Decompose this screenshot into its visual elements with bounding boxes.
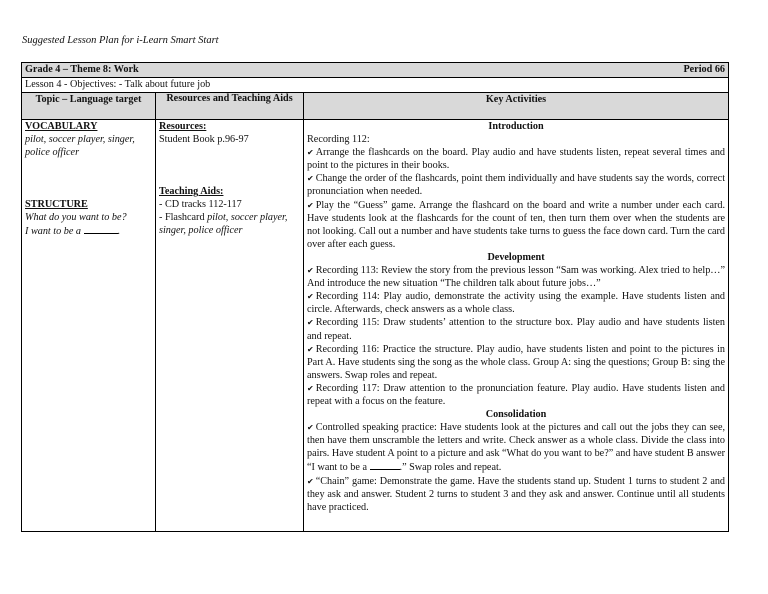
column-header-row xyxy=(22,93,729,120)
dev-item: ✔ Recording 113: Review the story from the previous lesson “Sam was working. Alex tried to help…” And introduce the new situation “The children talk about future jobs…” xyxy=(307,265,726,290)
resources-heading: Resources: xyxy=(159,121,207,132)
dev-item: ✔ Recording 116: Practice the structure. Play audio, have students listen and point to the pictures in Part A. Have students sing the song as the whole class. Group A: sing the questions; Group B: sing the answers. Swap roles and repeat. xyxy=(307,343,726,381)
dev-item: ✔ Recording 115: Draw students’ attention to the structure box. Play audio and have students listen and repeat. xyxy=(307,317,726,342)
check-icon: ✔ xyxy=(307,318,314,328)
structure-answer-text: I want to be a xyxy=(25,226,82,238)
flashcard-items: pilot, soccer player, singer, police officer xyxy=(159,212,288,237)
check-icon: ✔ xyxy=(307,292,314,302)
resources-text: Student Book p.96-97 xyxy=(159,134,249,146)
content-row xyxy=(22,120,729,532)
col-header-resources: Resources and Teaching Aids xyxy=(156,93,304,120)
col-header-topic: Topic – Language target xyxy=(22,93,156,120)
check-icon: ✔ xyxy=(307,200,314,210)
objective-text: Lesson 4 - Objectives: - Talk about future job xyxy=(22,78,729,93)
flashcard-prefix: - Flashcard xyxy=(159,212,205,224)
lesson-plan-table xyxy=(21,62,729,532)
check-icon: ✔ xyxy=(307,344,314,354)
cons-item: ✔ “Chain” game: Demonstrate the game. Have the students stand up. Student 1 turns to student 2 and they ask and answer. Student 2 turns to student 3 and they ask and answer. Continue until all students have practiced. xyxy=(307,475,726,513)
answer-blank xyxy=(370,460,400,470)
structure-answer: I want to be a . xyxy=(25,226,121,238)
answer-blank xyxy=(84,224,118,234)
vocabulary-words: pilot, soccer player, singer, police officer xyxy=(25,134,135,159)
teaching-aids-cd: - CD tracks 112-117 xyxy=(159,199,242,211)
check-icon: ✔ xyxy=(307,266,314,276)
check-icon: ✔ xyxy=(307,423,314,433)
consolidation-heading: Consolidation xyxy=(485,409,547,421)
check-icon: ✔ xyxy=(307,174,314,184)
check-icon: ✔ xyxy=(307,383,314,393)
check-icon: ✔ xyxy=(307,148,314,158)
check-icon: ✔ xyxy=(307,476,314,486)
introduction-heading: Introduction xyxy=(488,121,544,132)
teaching-aids-heading: Teaching Aids: xyxy=(159,186,224,198)
dev-item: ✔ Recording 114: Play audio, demonstrate the activity using the example. Have students listen and circle. Afterwards, check answers as a whole class. xyxy=(307,291,726,316)
intro-item: ✔ Arrange the flashcards on the board. Play audio and have students listen, repeat several times and point to the pictures in their books. xyxy=(307,147,726,172)
resources-cell xyxy=(156,120,304,532)
cons-item: ✔ Controlled speaking practice: Have students look at the pictures and call out the jobs they can see, then have them unscramble the letters and write. Check answer as a whole class. Divide the class into pairs. Have student A point to a picture and ask “What do you want to be?” and have student B answer “I want to be a .” Swap roles and repeat. xyxy=(307,422,726,474)
col-header-activities: Key Activities xyxy=(304,93,729,120)
intro-item: ✔ Play the “Guess” game. Arrange the flashcard on the board and write a number under each card. Have students look at the flashcards for the count of ten, then turn them over when the students are not looking. Call out a number and have students take turns to guess the face down card. Turn the card over after each guess. xyxy=(307,199,726,250)
intro-item: ✔ Change the order of the flashcards, point them individually and have students say the words, correct pronunciation when needed. xyxy=(307,173,726,198)
dev-item: ✔ Recording 117: Draw attention to the pronunciation feature. Play audio. Have students listen and repeat with a focus on the feature. xyxy=(307,382,726,407)
document-header: Suggested Lesson Plan for i-Learn Smart Start xyxy=(22,35,219,46)
vocabulary-heading: VOCABULARY xyxy=(25,121,98,132)
activities-cell xyxy=(304,120,729,532)
period-label: Period 66 xyxy=(683,64,726,75)
objective-row xyxy=(22,78,729,93)
structure-heading: STRUCTURE xyxy=(25,199,88,211)
theme-title: Grade 4 – Theme 8: Work xyxy=(25,64,139,75)
intro-recording-label: Recording 112: xyxy=(307,134,370,146)
topic-cell xyxy=(22,120,156,532)
development-heading: Development xyxy=(487,251,545,263)
theme-row xyxy=(22,63,729,78)
structure-question: What do you want to be? xyxy=(25,212,127,224)
teaching-aids-flashcard xyxy=(159,211,300,237)
